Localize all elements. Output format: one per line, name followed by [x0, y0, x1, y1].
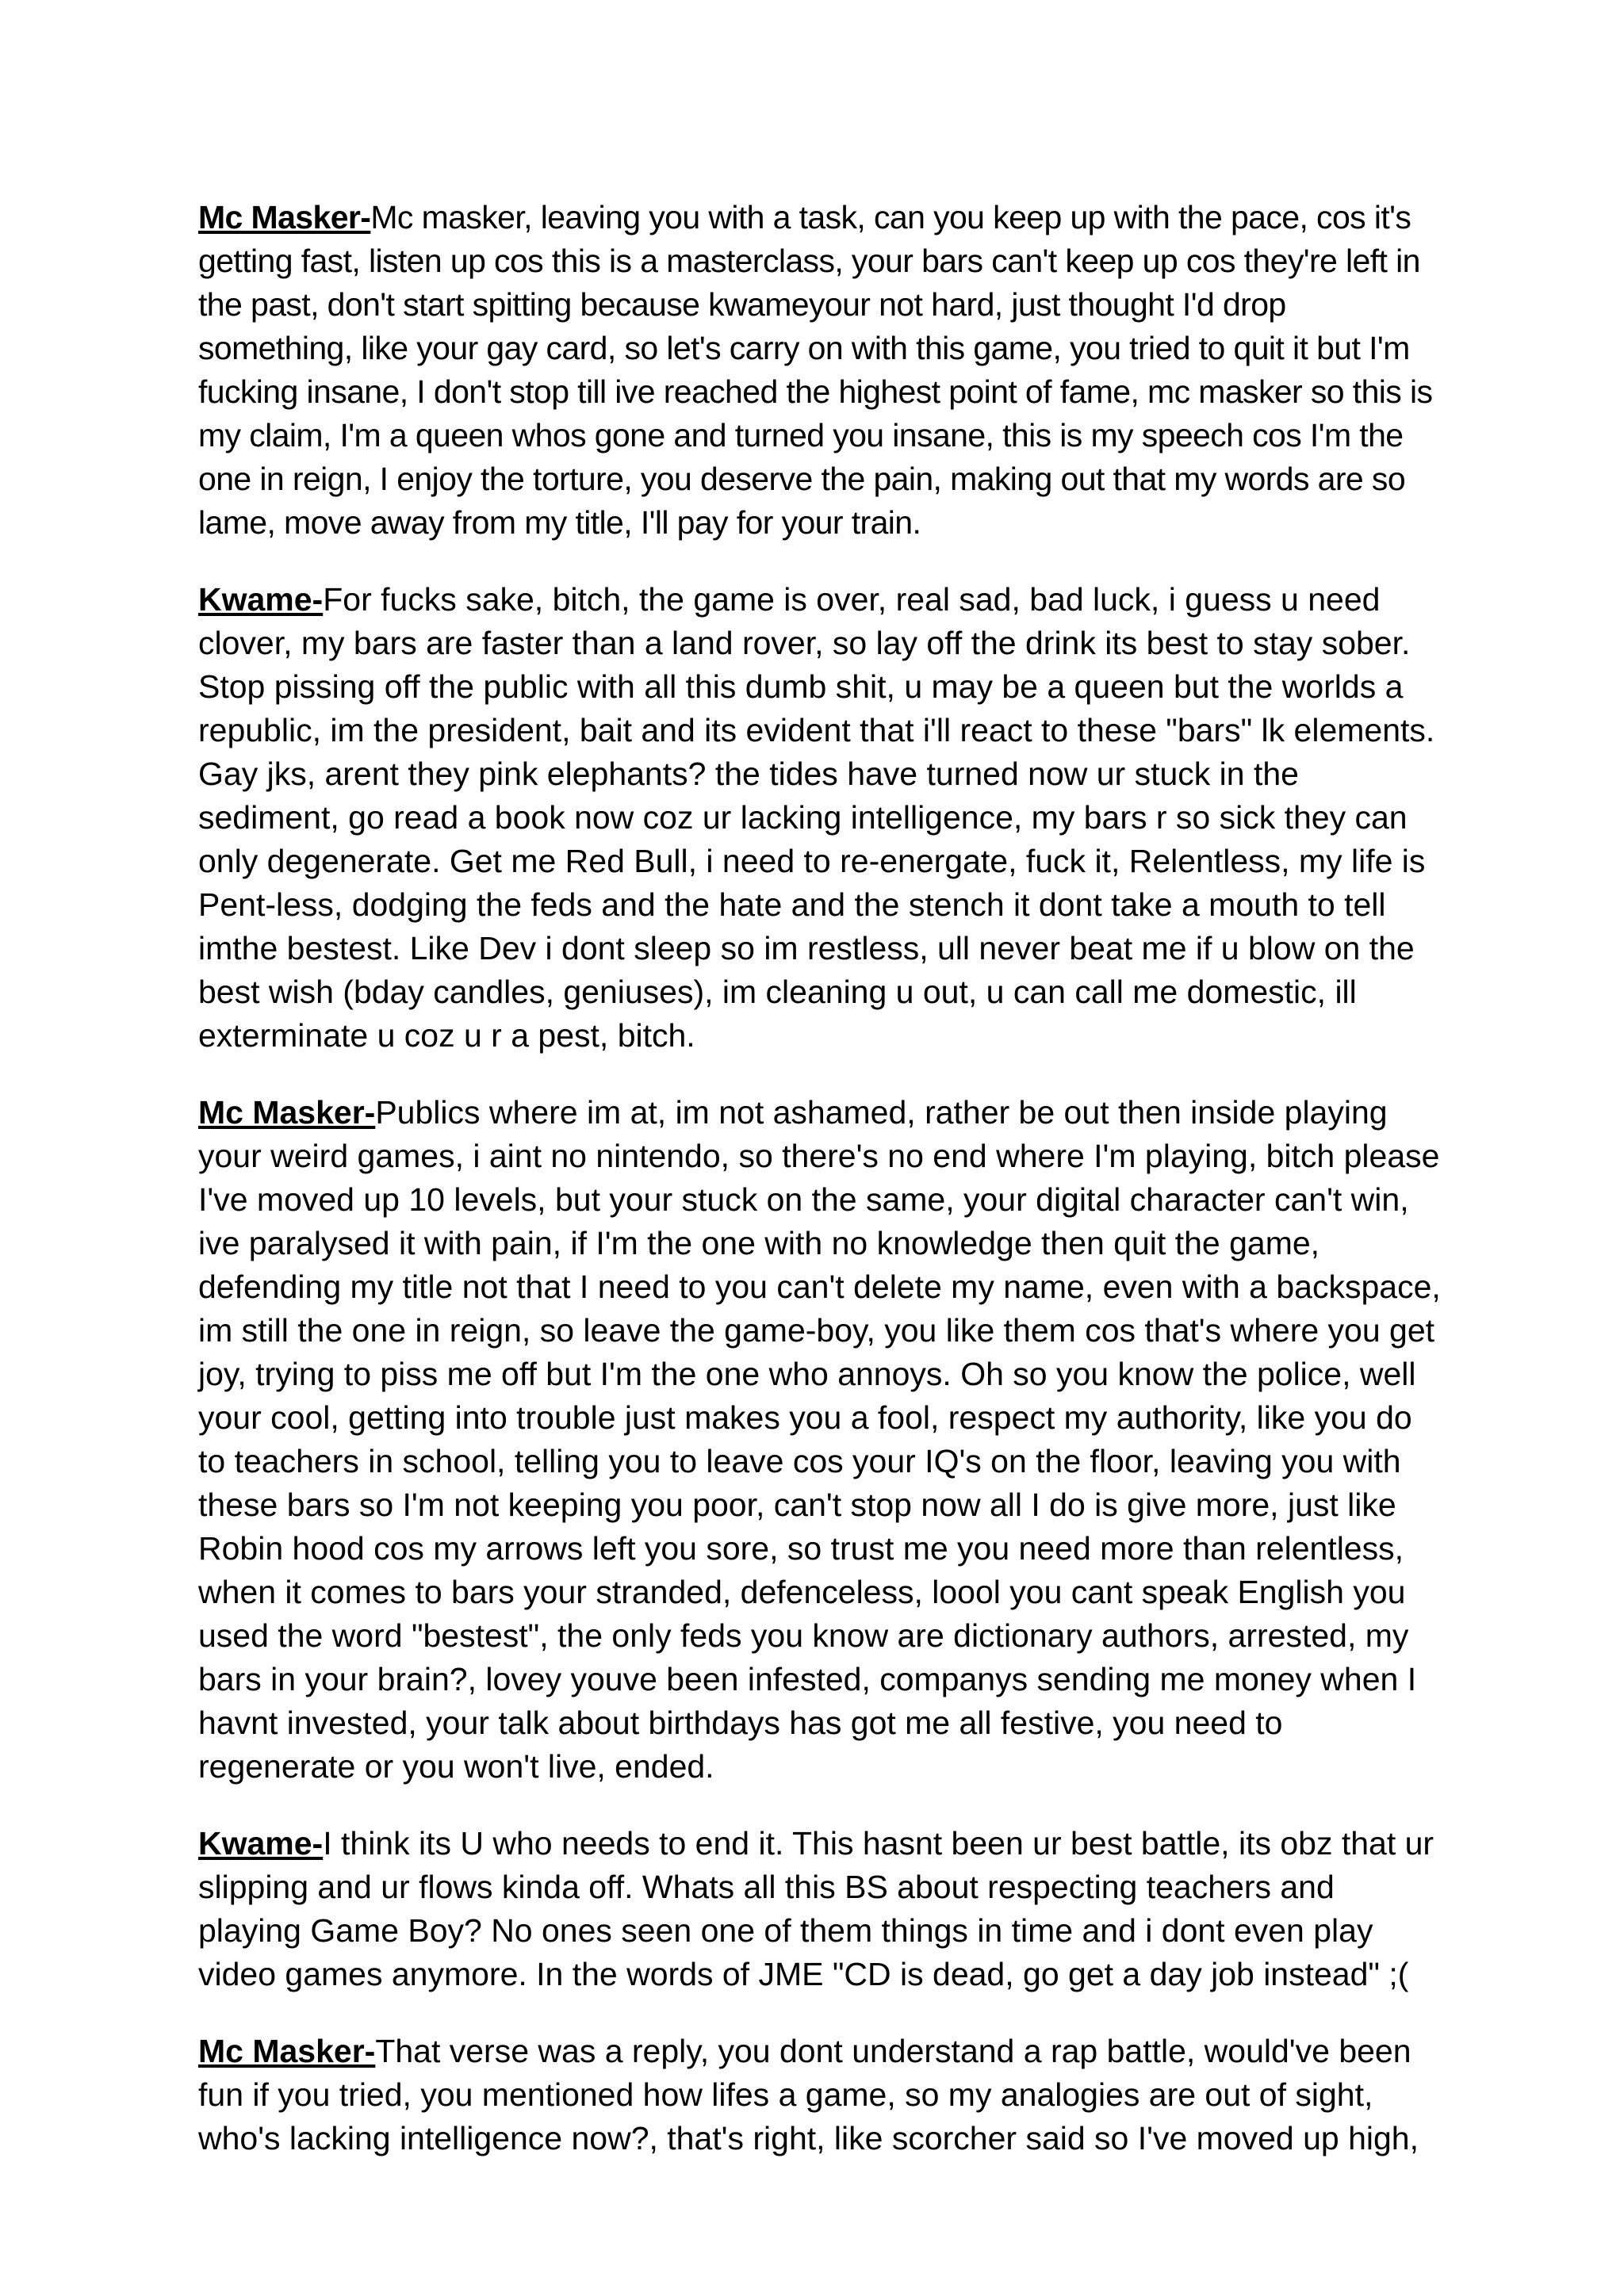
verse-text: I think its U who needs to end it. This hasnt been ur best battle, its obz that ur slipping and ur flows kinda off. Whats all this BS about respecting teachers and playing Game Boy? No ones seen one of them things in time and i dont even play video games anymore. In the words of JME "CD is dead, go get a day job instead" ;( — [198, 1825, 1434, 1992]
verse-4 — [198, 1822, 1443, 1996]
verse-text: For fucks sake, bitch, the game is over, real sad, bad luck, i guess u need clover, my bars are faster than a land rover, so lay off the drink its best to stay sober. Stop pissing off the public with all this dumb shit, u may be a queen but the worlds a republic, im the president, bait and its evident that i'll react to these "bars" lk elements. Gay jks, arent they pink elephants? the tides have turned now ur stuck in the sediment, go read a book now coz ur lacking intelligence, my bars r so sick they can only degenerate. Get me Red Bull, i need to re-energate, fuck it, Relentless, my life is Pent-less, dodging the feds and the hate and the stench it dont take a mouth to tell imthe bestest. Like Dev i dont sleep so im restless, ull never beat me if u blow on the best wish (bday candles, geniuses), im cleaning u out, u can call me domestic, ill exterminate u coz u r a pest, bitch. — [198, 581, 1435, 1054]
speaker-name: Mc Masker- — [198, 1094, 376, 1131]
verse-3 — [198, 1091, 1443, 1789]
verse-5 — [198, 2030, 1443, 2160]
speaker-name: Mc Masker- — [198, 2033, 376, 2069]
verse-2 — [198, 578, 1443, 1058]
speaker-name: Mc Masker- — [198, 199, 371, 235]
verse-text: Mc masker, leaving you with a task, can you keep up with the pace, cos it's getting fast, listen up cos this is a masterclass, your bars can't keep up cos they're left in the past, don't start spitting because kwameyour not hard, just thought I'd drop something, like your gay card, so let's carry on with this game, you tried to quit it but I'm fucking insane, I don't stop till ive reached the highest point of fame, mc masker so this is my claim, I'm a queen whos gone and turned you insane, this is my speech cos I'm the one in reign, I enjoy the torture, you deserve the pain, making out that my words are so lame, move away from my title, I'll pay for your train. — [198, 199, 1433, 541]
speaker-name: Kwame- — [198, 1825, 324, 1862]
verse-1 — [198, 196, 1443, 545]
verse-text: That verse was a reply, you dont understand a rap battle, would've been fun if you tried, you mentioned how lifes a game, so my analogies are out of sight, who's lacking intelligence now?, that's right, like scorcher said so I've moved up high, — [198, 2033, 1419, 2156]
document-body — [198, 196, 1443, 2160]
speaker-name: Kwame- — [198, 581, 324, 618]
verse-text: Publics where im at, im not ashamed, rather be out then inside playing your weird games, i aint no nintendo, so there's no end where I'm playing, bitch please I've moved up 10 levels, but your stuck on the same, your digital character can't win, ive paralysed it with pain, if I'm the one with no knowledge then quit the game, defending my title not that I need to you can't delete my name, even with a backspace, im still the one in reign, so leave the game-boy, you like them cos that's where you get joy, trying to piss me off but I'm the one who annoys. Oh so you know the police, well your cool, getting into trouble just makes you a fool, respect my authority, like you do to teachers in school, telling you to leave cos your IQ's on the floor, leaving you with these bars so I'm not keeping you poor, can't stop now all I do is give more, just like Robin hood cos my arrows left you sore, so trust me you need more than relentless, when it comes to bars your stranded, defenceless, loool you cant speak English you used the word "bestest", the only feds you know are dictionary authors, arrested, my bars in your brain?, lovey youve been infested, companys sending me money when I havnt invested, your talk about birthdays has got me all festive, you need to regenerate or you won't live, ended. — [198, 1094, 1441, 1785]
